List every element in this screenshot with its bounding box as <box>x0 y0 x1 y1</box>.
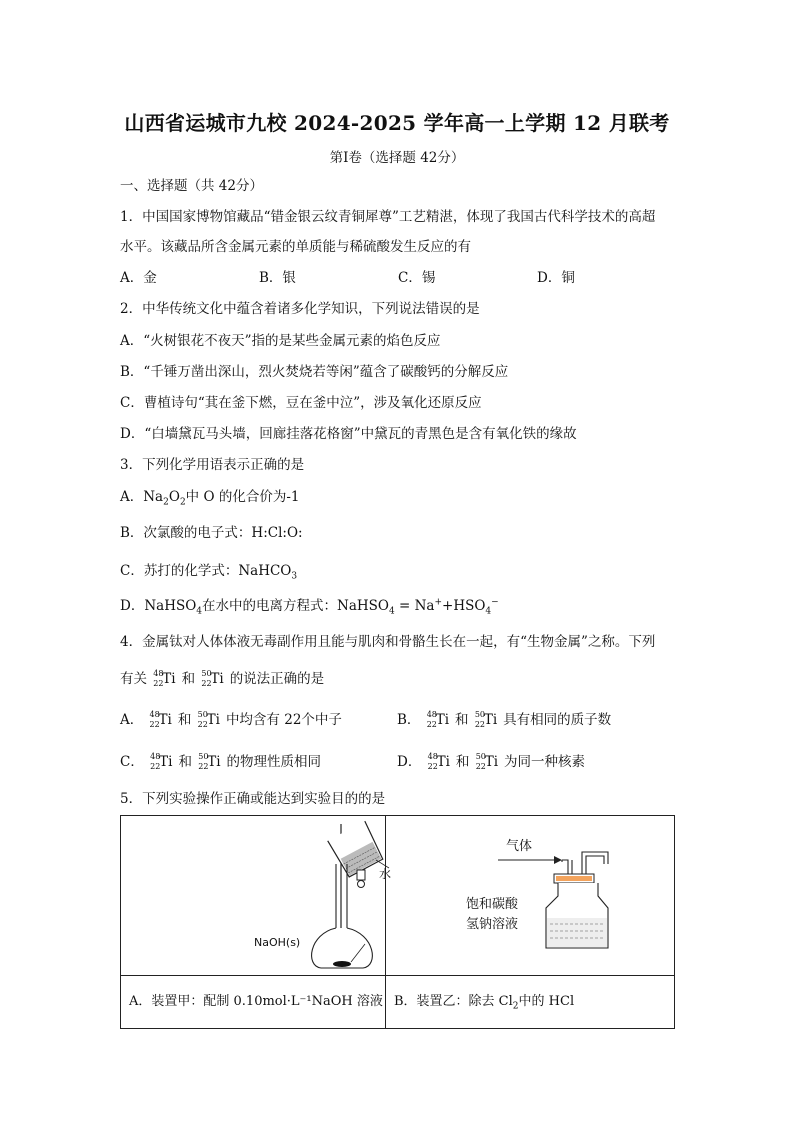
gas-arrow-icon <box>554 856 562 864</box>
q3-option-a: A．$Na_2O_2$中 O 的化合价为-1 <box>120 489 300 508</box>
q4-option-d: D． 48 22 Ti 和 50 22 Ti 为同一种核素 <box>397 752 586 771</box>
label-water: 水 <box>379 867 392 881</box>
page-title: 山西省运城市九校 2024-2025 学年高一上学期 12 月联考 <box>124 111 670 135</box>
q1-option-d: D．铜 <box>537 270 575 286</box>
isotope-ti50: 50 22 Ti <box>201 669 224 688</box>
page-subtitle: 第Ⅰ卷（选择题 42分） <box>329 150 465 166</box>
q1-stem-line1: 1．中国国家博物馆藏品“错金银云纹青铜犀尊”工艺精湛，体现了我国古代科学技术的高超 <box>120 209 656 225</box>
q3-option-d: D．NaHSO$_4$在水中的电离方程式：NaHSO$_4$ = $Na^++HSO_4^-$ <box>120 597 499 617</box>
q4-option-a: A． 48 22 Ti 和 50 22 Ti 中均含有 22个中子 <box>120 710 342 729</box>
q3-stem: 3．下列化学用语表示正确的是 <box>120 457 305 473</box>
caption-apparatus-b: B．装置乙：除去 $Cl_2$中的 HCl <box>386 976 675 1029</box>
caption-apparatus-a: A．装置甲：配制 0.10mol·L⁻¹NaOH 溶液 <box>121 976 386 1029</box>
q2-option-c: C．曹植诗句“萁在釜下燃，豆在釜中泣”，涉及氧化还原反应 <box>120 395 482 411</box>
q1-option-c: C．锡 <box>398 270 436 286</box>
label-naoh: NaOH(s) <box>254 936 301 949</box>
q4-stem-line1: 4．金属钛对人体体液无毒副作用且能与肌肉和骨骼生长在一起，有“生物金属”之称。下列 <box>120 634 656 650</box>
q4-stem-line2: 有关 48 22 Ti 和 50 22 Ti 的说法正确的是 <box>120 669 325 688</box>
q5-stem: 5．下列实验操作正确或能达到实验目的的是 <box>120 791 386 807</box>
section-heading: 一、选择题（共 42分） <box>120 178 263 194</box>
apparatus-a-cell <box>121 816 392 976</box>
apparatus-b-cell <box>386 816 675 976</box>
q2-option-a: A．“火树银花不夜天”指的是某些金属元素的焰色反应 <box>120 333 441 349</box>
q2-option-d: D．“白墙黛瓦马头墙，回廊挂落花格窗”中黛瓦的青黑色是含有氧化铁的缘故 <box>120 426 577 442</box>
q5-apparatus-table <box>120 815 675 1029</box>
q4-option-b: B． 48 22 Ti 和 50 22 Ti 具有相同的质子数 <box>397 710 612 729</box>
gas-washing-bottle-diagram <box>386 816 674 971</box>
q2-stem: 2．中华传统文化中蕴含着诸多化学知识，下列说法错误的是 <box>120 301 480 317</box>
label-solution-line2: 氢钠溶液 <box>466 917 519 932</box>
q4-option-c: C． 48 22 Ti 和 50 22 Ti 的物理性质相同 <box>120 752 322 771</box>
q2-option-b: B．“千锤万凿出深山，烈火焚烧若等闲”蕴含了碳酸钙的分解反应 <box>120 364 509 380</box>
isotope-ti48: 48 22 Ti <box>153 669 176 688</box>
label-solution-line1: 饱和碳酸 <box>466 897 519 912</box>
q3-option-b: B．次氯酸的电子式：H:Cl:O: <box>120 525 303 541</box>
q3-option-c: C．苏打的化学式：NaHCO$_3$ <box>120 563 298 582</box>
q1-stem-line2: 水平。该藏品所含金属元素的单质能与稀硫酸发生反应的有 <box>120 239 471 255</box>
q1-option-b: B．银 <box>259 270 296 286</box>
stopper <box>357 870 365 880</box>
q1-option-a: A．金 <box>120 270 157 286</box>
hypochlorous-electron-formula: H:Cl:O: <box>251 525 303 541</box>
volumetric-flask-diagram <box>121 816 392 971</box>
naoh-solid <box>333 961 351 967</box>
label-gas: 气体 <box>506 839 533 854</box>
